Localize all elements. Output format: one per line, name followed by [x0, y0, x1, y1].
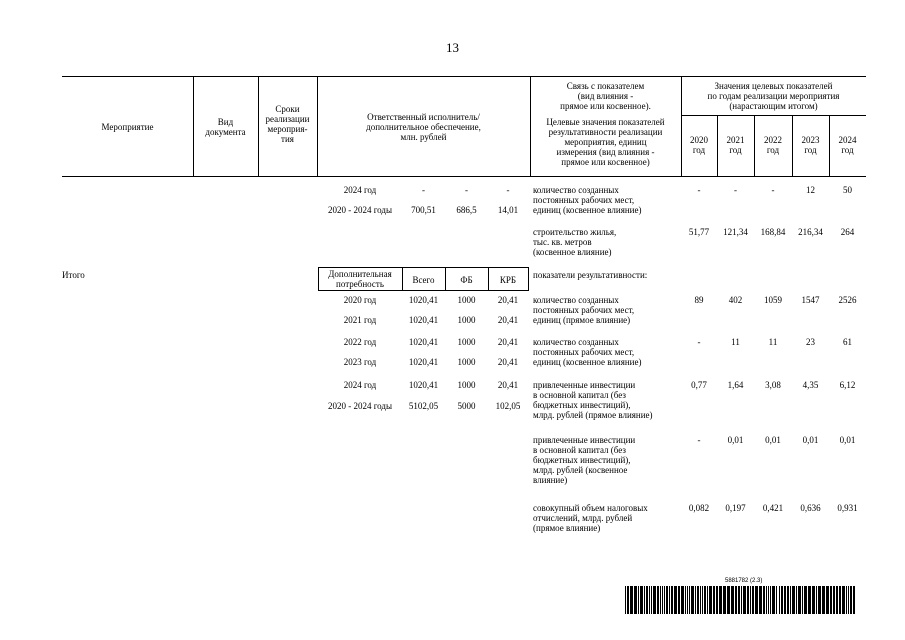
funding-total: -: [422, 185, 425, 195]
header-activity: Мероприятие: [101, 122, 154, 132]
subheader-total: Всего: [412, 275, 435, 285]
header-year-2021: 2021 год: [726, 135, 745, 155]
indicator-value: 61: [843, 337, 852, 347]
indicator-value: 2526: [838, 295, 857, 305]
funding-fb: 1000: [457, 380, 476, 390]
indicator-value: -: [697, 337, 701, 347]
indicator-value: 89: [694, 295, 704, 305]
indicator-value: 3,08: [765, 380, 781, 390]
header-values-title: Значения целевых показателей по годам реализации мероприятия (нарастающим итогом): [707, 81, 840, 111]
funding-fb: 5000: [457, 401, 476, 411]
funding-krb: 20,41: [497, 380, 519, 390]
indicator-value: 0,421: [762, 503, 784, 513]
funding-total: 1020,41: [408, 295, 439, 305]
indicator-value: 0,01: [802, 435, 819, 445]
indicator-value: 1547: [801, 295, 820, 305]
indicator-value: 264: [840, 227, 855, 237]
indicator-value: -: [734, 185, 737, 195]
funding-period: 2020 год: [343, 295, 377, 305]
indicator-value: -: [697, 185, 701, 195]
header-year-2020: 2020 год: [690, 135, 708, 155]
funding-total: 1020,41: [408, 337, 439, 347]
funding-period: 2020 - 2024 годы: [327, 205, 393, 215]
header-link-top: Связь с показателем (вид влияния - прямое или косвенное).: [560, 81, 651, 111]
funding-krb: 20,41: [497, 315, 519, 325]
indicator-value: 0,01: [765, 435, 781, 445]
funding-krb: -: [506, 185, 510, 195]
indicator-value: 0,01: [727, 435, 744, 445]
indicator-value: 23: [806, 337, 815, 347]
header-terms: Сроки реализации мероприя- тия: [265, 104, 310, 144]
funding-period: 2021 год: [343, 315, 377, 325]
funding-total: 700,51: [411, 205, 436, 215]
page-number: 13: [446, 40, 459, 55]
header-year-2023: 2023 год: [801, 135, 820, 155]
indicator-value: 51,77: [688, 227, 710, 237]
header-executor: Ответственный исполнитель/ дополнительное обеспечение, млн. рублей: [366, 112, 481, 142]
indicator-value: -: [697, 435, 701, 445]
indicator-value: 11: [731, 337, 740, 347]
subheader-krb: КРБ: [499, 275, 517, 285]
indicator-value: 402: [728, 295, 743, 305]
funding-total: 1020,41: [408, 315, 439, 325]
funding-total: 1020,41: [408, 380, 439, 390]
header-year-2024: 2024 год: [838, 135, 857, 155]
indicator-text: привлеченные инвестиции в основной капитал (без бюджетных инвестиций), млрд. рублей (косвенное влияние): [533, 435, 636, 485]
funding-fb: -: [465, 185, 468, 195]
indicator-value: 216,34: [798, 227, 823, 237]
indicator-text: количество созданных постоянных рабочих мест, единиц (косвенное влияние): [533, 185, 642, 215]
indicator-text: количество созданных постоянных рабочих мест, единиц (прямое влияние): [533, 295, 635, 325]
indicator-value: 168,84: [760, 227, 786, 237]
header-year-2022: 2022 год: [764, 135, 782, 155]
indicator-value: 121,34: [723, 227, 748, 237]
funding-krb: 20,41: [497, 357, 519, 367]
funding-krb: 20,41: [497, 337, 519, 347]
indicator-text: количество созданных постоянных рабочих мест, единиц (косвенное влияние): [533, 337, 642, 367]
funding-total: 5102,05: [408, 401, 439, 411]
subheader-fb: ФБ: [460, 275, 473, 285]
header-link-bottom: Целевые значения показателей результативности реализации мероприятия, единиц измерения (вид влияния - прямое или косвенное): [546, 117, 665, 167]
funding-period: 2022 год: [343, 337, 377, 347]
barcode-number: 5881782 (2.3): [725, 578, 763, 584]
funding-krb: 20,41: [497, 295, 519, 305]
funding-total: 1020,41: [408, 357, 439, 367]
funding-period: 2024 год: [343, 185, 377, 195]
indicator-value: 1,64: [727, 380, 744, 390]
indicator-value: 1059: [764, 295, 782, 305]
header-doc-type: Вид документа: [205, 117, 246, 137]
funding-period: 2023 год: [343, 357, 377, 367]
indicators-heading: показатели результативности:: [533, 270, 648, 280]
indicator-value: 0,01: [839, 435, 856, 445]
indicator-value: 0,082: [688, 503, 710, 513]
indicator-value: 0,197: [725, 503, 746, 513]
barcode-icon: [625, 586, 857, 614]
funding-krb: 102,05: [495, 401, 521, 411]
indicator-value: 6,12: [839, 380, 856, 390]
indicator-value: 12: [806, 185, 815, 195]
funding-period: 2024 год: [343, 380, 377, 390]
funding-fb: 1000: [457, 357, 476, 367]
indicator-text: привлеченные инвестиции в основной капитал (без бюджетных инвестиций), млрд. рублей (прямое влияние): [533, 380, 653, 420]
indicator-value: 4,35: [802, 380, 819, 390]
funding-krb: 14,01: [497, 205, 519, 215]
indicator-text: строительство жилья, тыс. кв. метров (косвенное влияние): [533, 227, 617, 257]
indicator-value: 0,636: [800, 503, 821, 513]
funding-fb: 1000: [457, 295, 476, 305]
indicator-value: 0,931: [837, 503, 858, 513]
funding-fb: 1000: [457, 337, 476, 347]
itogo-label: Итого: [62, 270, 85, 280]
indicator-text: совокупный объем налоговых отчислений, млрд. рублей (прямое влияние): [533, 503, 648, 533]
indicator-value: 11: [768, 337, 778, 347]
indicator-value: -: [771, 185, 775, 195]
funding-fb: 686,5: [456, 205, 477, 215]
funding-fb: 1000: [457, 315, 476, 325]
funding-period: 2020 - 2024 годы: [327, 401, 393, 411]
indicator-value: 50: [843, 185, 852, 195]
subheader-need: Дополнительная потребность: [328, 269, 392, 289]
indicator-value: 0,77: [691, 380, 707, 390]
